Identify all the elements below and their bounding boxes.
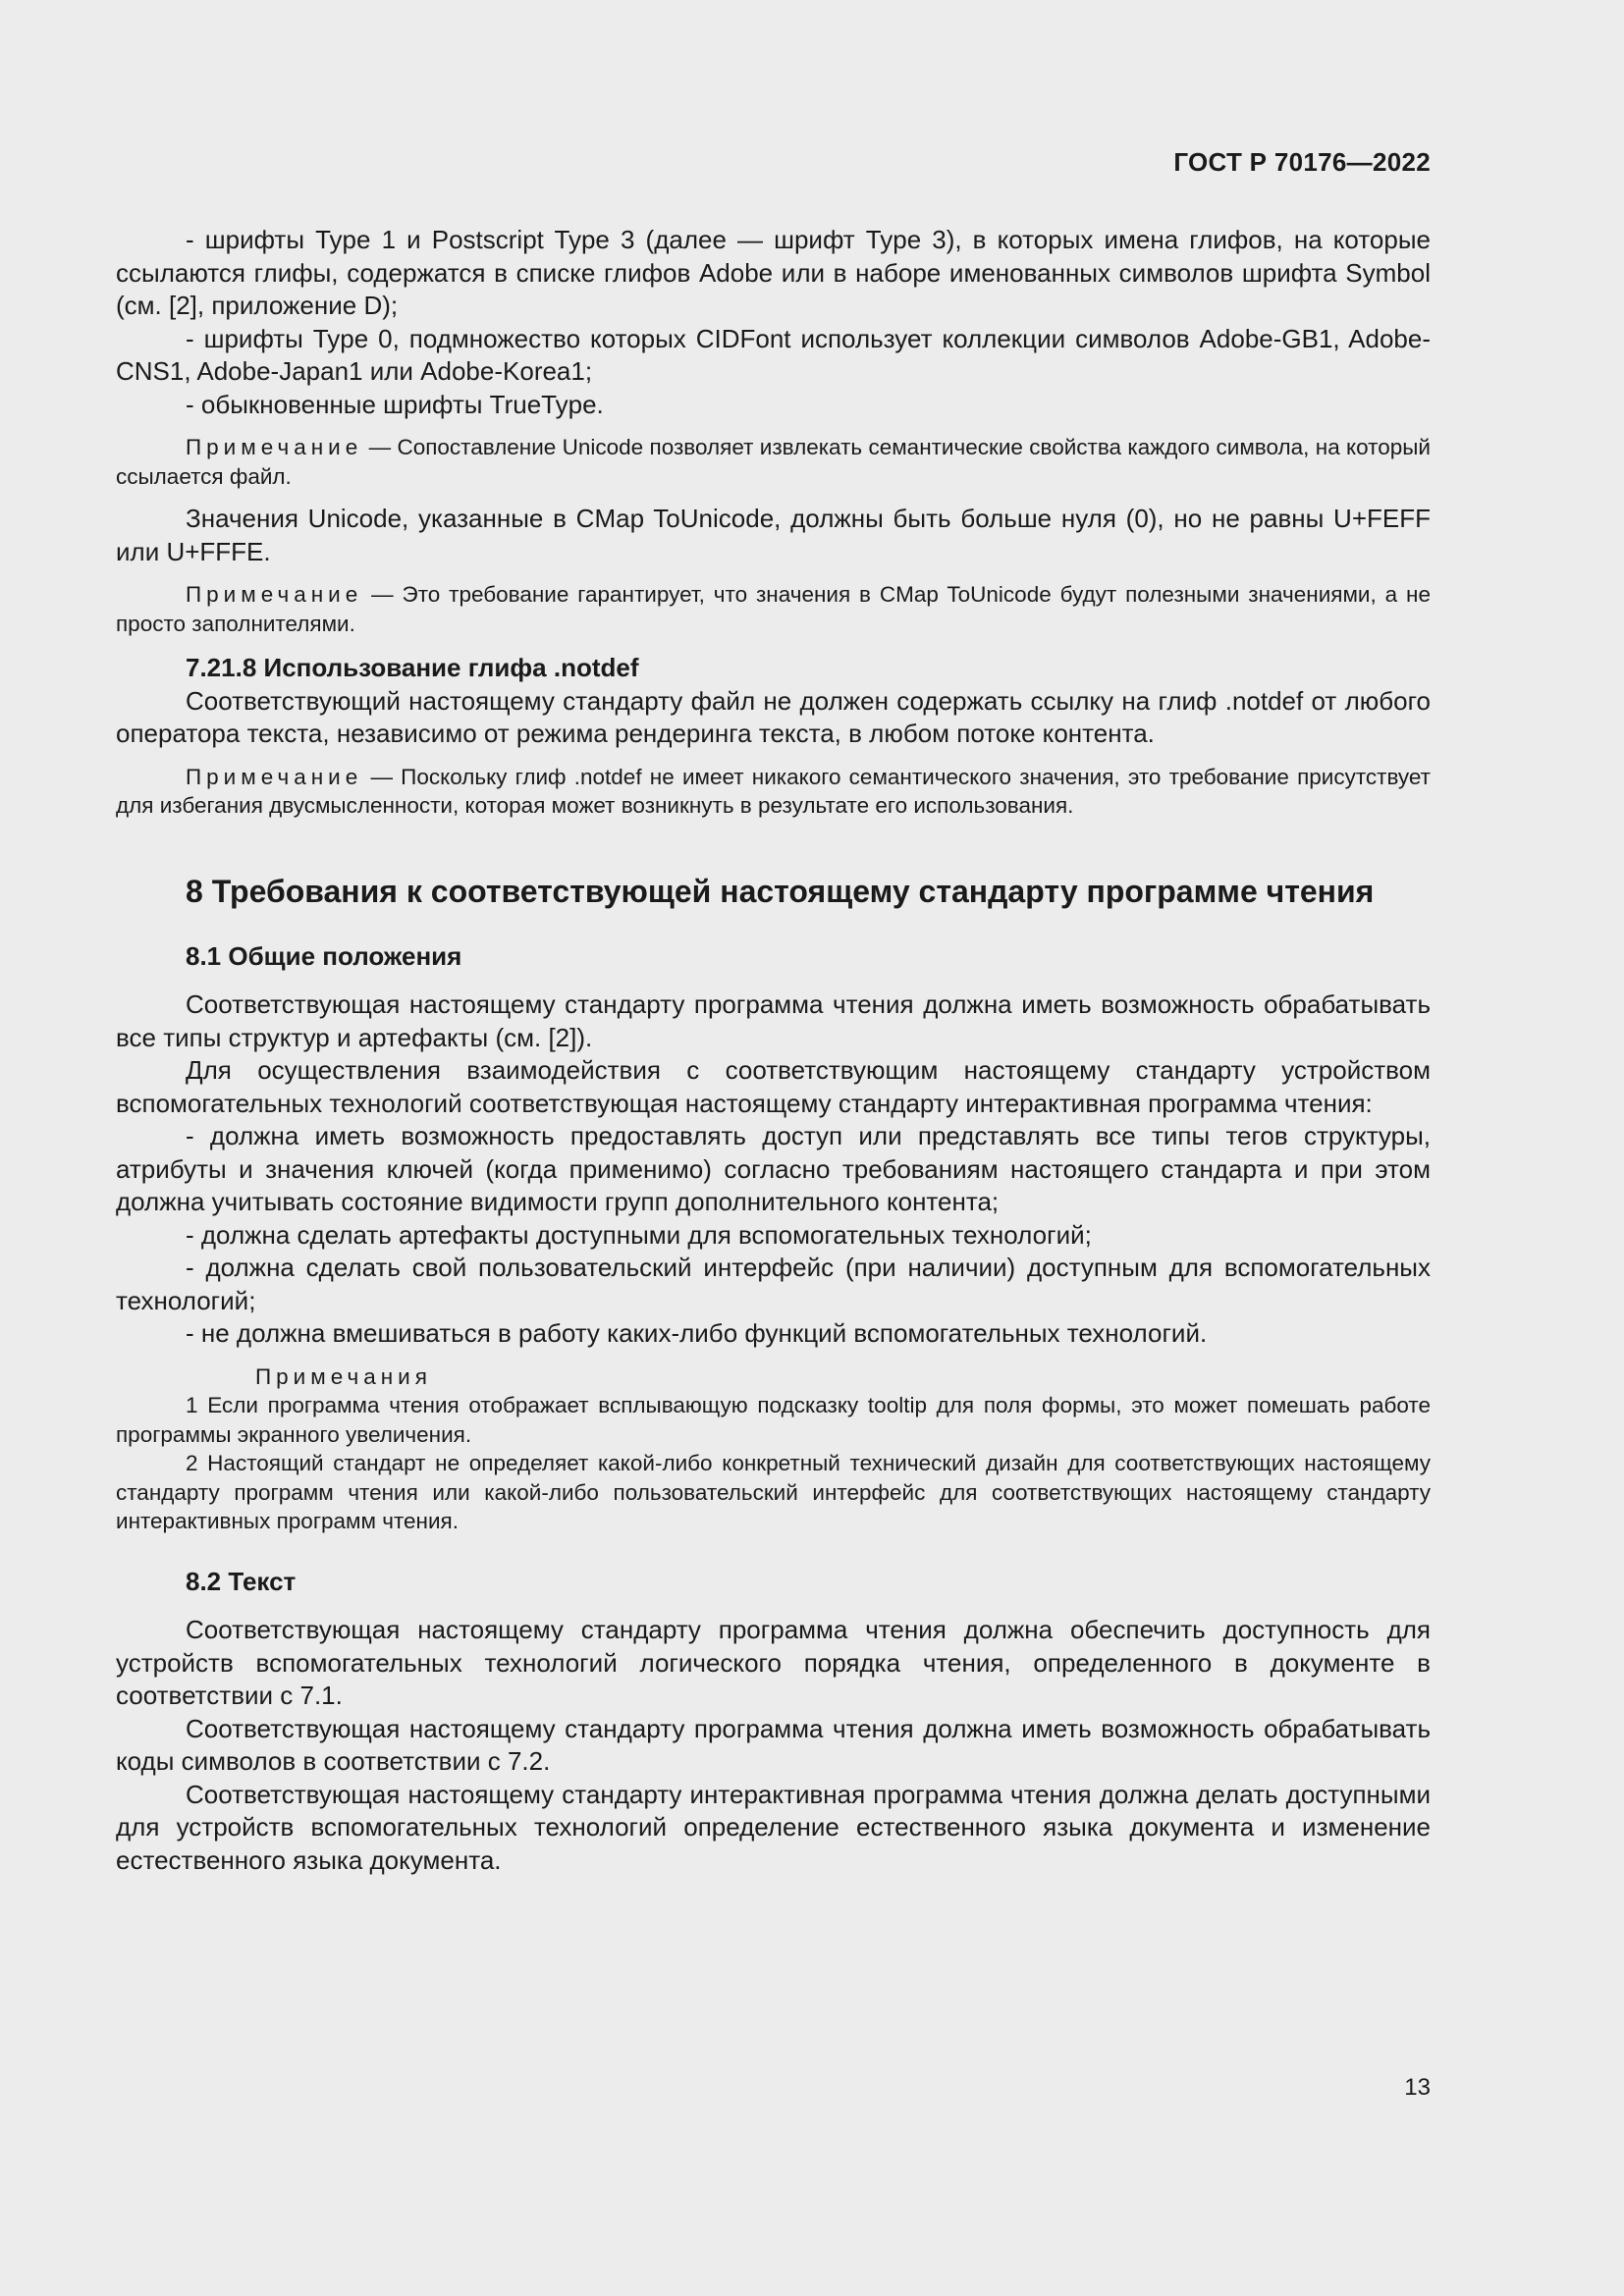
- subsection-heading: 8.2 Текст: [186, 1566, 297, 1596]
- note: [116, 433, 1431, 491]
- paragraph: Значения Unicode, указанные в CMap ToUnicode, должны быть больше нуля (0), но не равны U+FEFF или U+FFFE.: [116, 504, 1431, 566]
- note-label: Примечание: [186, 764, 363, 789]
- list-item: - должна сделать свой пользовательский интерфейс (при наличии) доступным для вспомогательных технологий;: [116, 1253, 1431, 1315]
- list-item: - не должна вмешиваться в работу каких-либо функций вспомогательных технологий.: [186, 1318, 1208, 1348]
- notes-label: Примечания: [255, 1363, 432, 1389]
- note-item: 1 Если программа чтения отображает всплывающую подсказку tooltip для поля формы, это может помешать работе программы экранного увеличения.: [116, 1393, 1431, 1447]
- page-content: [116, 224, 1431, 1877]
- note-label: Примечание: [186, 435, 363, 459]
- note-text: — Это требование гарантирует, что значения в CMap ToUnicode будут полезными значениями, а не просто заполнителями.: [116, 582, 1431, 636]
- list-item: - обыкновенные шрифты TrueType.: [186, 389, 604, 419]
- section-heading: 8 Требования к соответствующей настоящему стандарту программе чтения: [186, 873, 1375, 909]
- paragraph: Соответствующая настоящему стандарту интерактивная программа чтения должна делать доступными для устройств вспомогательных технологий определение естественного языка документа и изменение естественного языка документа.: [116, 1779, 1431, 1875]
- note-label: Примечание: [186, 582, 363, 607]
- paragraph: Для осуществления взаимодействия с соответствующим настоящему стандарту устройством вспомогательных технологий соответствующая настоящему стандарту интерактивная программа чтения:: [116, 1055, 1431, 1118]
- document-header: ГОСТ Р 70176—2022: [1173, 147, 1431, 177]
- list-item: - должна иметь возможность предоставлять доступ или представлять все типы тегов структуры, атрибуты и значения ключей (когда применимо) согласно требованиям настоящего стандарта и при этом должна учитывать состояние видимости групп дополнительного контента;: [116, 1121, 1431, 1216]
- subsection-heading: 7.21.8 Использование глифа .notdef: [186, 653, 639, 682]
- paragraph: Соответствующая настоящему стандарту программа чтения должна иметь возможность обрабатывать все типы структур и артефакты (см. [2]).: [116, 989, 1431, 1052]
- subsection-heading: 8.1 Общие положения: [186, 940, 462, 971]
- paragraph: Соответствующая настоящему стандарту программа чтения должна обеспечить доступность для устройств вспомогательных технологий логического порядка чтения, определенного в документе в соответствии с 7.1.: [116, 1615, 1431, 1710]
- note-text: — Поскольку глиф .notdef не имеет никакого семантического значения, это требование присутствует для избегания двусмысленности, которая может возникнуть в результате его использования.: [116, 764, 1431, 818]
- list-item: - шрифты Type 1 и Postscript Type 3 (далее — шрифт Type 3), в которых имена глифов, на которые ссылаются глифы, содержатся в списке глифов Adobe или в наборе именованных символов шрифта Symbol (см. [2], приложение D);: [116, 225, 1431, 320]
- note: [116, 763, 1431, 821]
- list-item: - должна сделать артефакты доступными для вспомогательных технологий;: [186, 1219, 1092, 1250]
- paragraph: Соответствующая настоящему стандарту программа чтения должна иметь возможность обрабатывать коды символов в соответствии с 7.2.: [116, 1713, 1431, 1776]
- paragraph: Соответствующий настоящему стандарту файл не должен содержать ссылку на глиф .notdef от любого оператора текста, независимо от режима рендеринга текста, в любом потоке контента.: [116, 685, 1431, 748]
- note-item: 2 Настоящий стандарт не определяет какой-либо конкретный технический дизайн для соответствующих настоящему стандарту программ чтения или какой-либо пользовательский интерфейс для соответствующих настоящему стандарту интерактивных программ чтения.: [116, 1451, 1431, 1533]
- list-item: - шрифты Type 0, подмножество которых CIDFont использует коллекции символов Adobe-GB1, Adobe-CNS1, Adobe-Japan1 или Adobe-Korea1;: [116, 323, 1431, 386]
- note-text: — Сопоставление Unicode позволяет извлекать семантические свойства каждого символа, на который ссылается файл.: [116, 435, 1431, 489]
- note: [116, 580, 1431, 638]
- page-number: 13: [1404, 2074, 1431, 2101]
